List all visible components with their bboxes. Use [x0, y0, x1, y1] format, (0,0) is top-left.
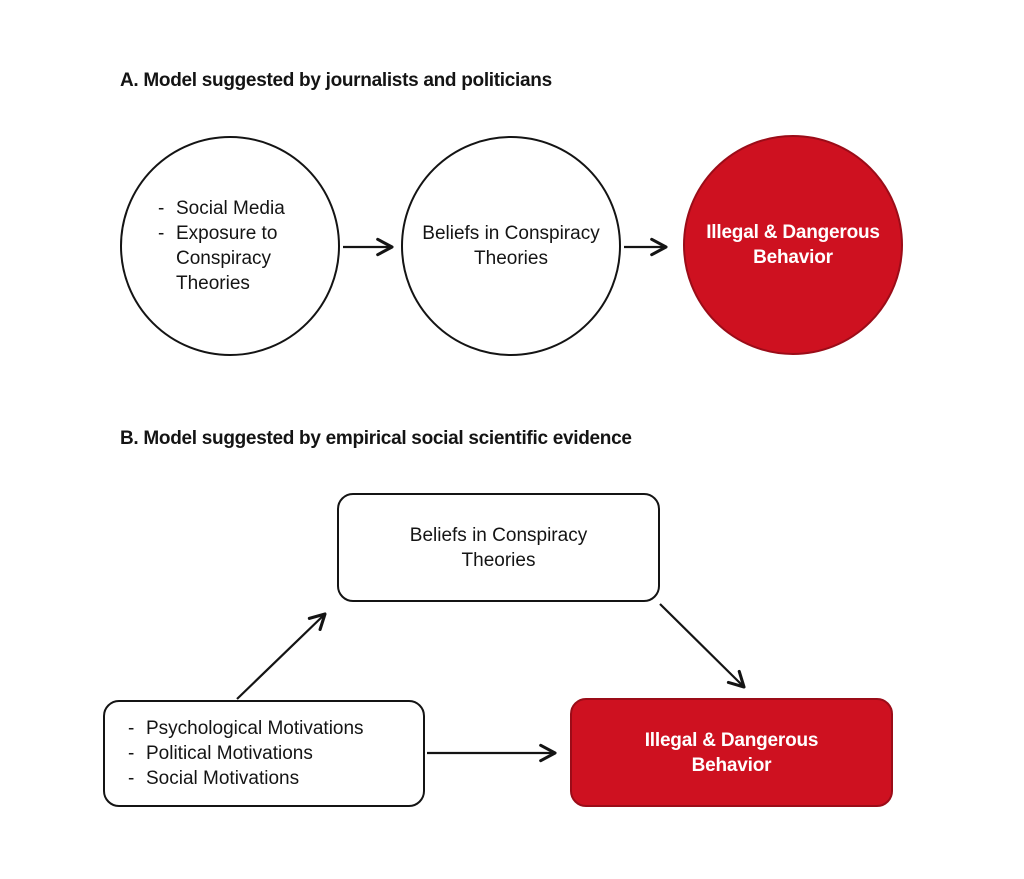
motivations-list — [128, 716, 364, 791]
list-item-social: - Social Motivations — [128, 766, 364, 791]
arrow-motivations-to-beliefs — [237, 614, 325, 699]
circle-beliefs-label: Beliefs in Conspiracy Theories — [422, 223, 600, 269]
box-beliefs — [337, 493, 660, 602]
arrow-beliefs-to-behavior-b — [660, 604, 744, 687]
box-illegal-behavior-label: Illegal & Dangerous Behavior — [644, 729, 819, 776]
circle-illegal-behavior — [683, 135, 903, 355]
list-item-exposure: - Exposure to Conspiracy Theories — [158, 221, 290, 296]
section-a-title: A. Model suggested by journalists and politicians — [120, 70, 552, 91]
section-b-title: B. Model suggested by empirical social scientific evidence — [120, 428, 632, 449]
box-beliefs-label: Beliefs in Conspiracy Theories — [409, 524, 588, 571]
list-item-political: - Political Motivations — [128, 741, 364, 766]
circle-beliefs — [401, 136, 621, 356]
list-item-psychological: - Psychological Motivations — [128, 716, 364, 741]
list-item-social-media: - Social Media — [158, 196, 290, 221]
circle-social-media-exposure — [120, 136, 340, 356]
box-motivations — [103, 700, 425, 807]
circle-illegal-behavior-label: Illegal & Dangerous Behavior — [706, 222, 880, 268]
exposure-list — [158, 196, 290, 296]
box-illegal-behavior — [570, 698, 893, 807]
